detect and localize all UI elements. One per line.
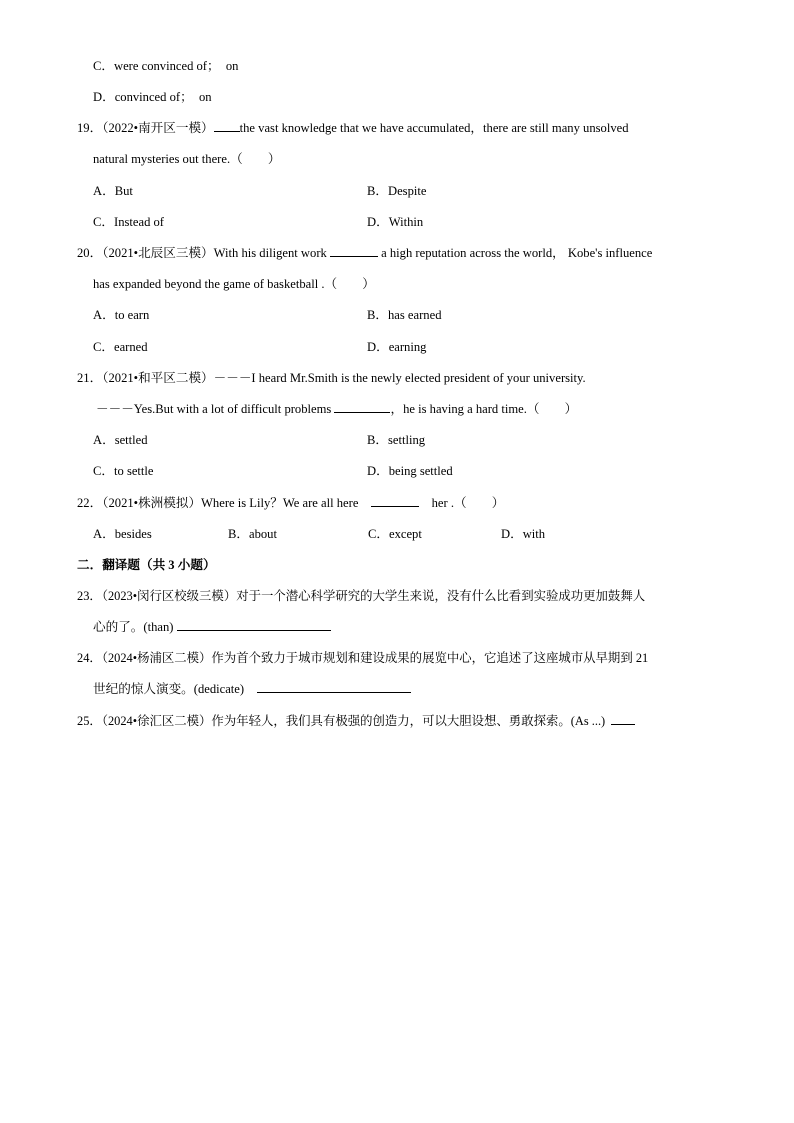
q19-option-c: C．Instead of [93, 215, 164, 229]
q21-stem-line1: 21．（2021•和平区二模）－－－I heard Mr.Smith is the newly elected president of your university. [77, 371, 586, 385]
q20-prefix: 20．（2021•北辰区三模）With his diligent work [77, 246, 327, 260]
q19-stem-text: the vast knowledge that we have accumulated，there are still many unsolved [239, 121, 629, 135]
q22-stem [77, 494, 504, 512]
q20-stem-text: a high reputation across the world， Kobe's influence [381, 246, 653, 260]
q22-option-c: C．except [368, 527, 422, 541]
q22-option-a: A．besides [93, 527, 152, 541]
q19-prefix: 19．（2022•南开区一模） [77, 121, 214, 135]
q18-option-c: C．were convinced of； on [93, 59, 239, 73]
q19-option-d: D．Within [367, 215, 424, 229]
q21-option-b: B．settling [367, 433, 426, 447]
q20-blank [330, 244, 378, 257]
q21-option-c: C．to settle [93, 464, 154, 478]
q25-line1-text: 25．（2024•徐汇区二模）作为年轻人，我们具有极强的创造力，可以大胆设想、勇敢探索。(As ...) [77, 714, 606, 728]
q18-option-d: D．convinced of； on [93, 90, 212, 104]
q22-prefix: 22．（2021•株洲模拟）Where is Lily？We are all here [77, 496, 359, 510]
q23-line2 [93, 618, 331, 636]
q21-suffix: ，he is having a hard time.（ ） [390, 402, 578, 416]
q20-option-b: B．has earned [367, 308, 442, 322]
q21-blank [334, 400, 390, 413]
q19-stem-line1 [77, 119, 629, 137]
q20-stem-line1 [77, 244, 652, 262]
section-heading-translation: 二．翻译题（共 3 小题） [77, 558, 216, 572]
q19-option-a: A．But [93, 184, 133, 198]
q24-line2 [93, 680, 411, 698]
q24-answer-blank [257, 680, 411, 693]
q22-blank [371, 494, 419, 507]
q20-option-c: C．earned [93, 340, 148, 354]
q19-option-b: B．Despite [367, 184, 427, 198]
q21-option-a: A．settled [93, 433, 148, 447]
q24-line1: 24．（2024•杨浦区二模）作为首个致力于城市规划和建设成果的展览中心，它追述了这座城市从早期到 21 [77, 651, 649, 665]
q21-stem-line2 [96, 400, 577, 418]
q20-option-d: D．earning [367, 340, 427, 354]
q20-option-a: A．to earn [93, 308, 150, 322]
q23-line1: 23．（2023•闵行区校级三模）对于一个潜心科学研究的大学生来说，没有什么比看到实验成功更加鼓舞人 [77, 589, 646, 603]
q25-line1 [77, 712, 635, 730]
q23-line2-text: 心的了。(than) [93, 620, 174, 634]
q21-prefix: －－－Yes.But with a lot of difficult problems [96, 402, 332, 416]
q22-option-d: D．with [501, 527, 546, 541]
q21-option-d: D．being settled [367, 464, 453, 478]
q25-answer-blank [611, 712, 635, 725]
q22-option-b: B．about [228, 527, 277, 541]
q22-suffix: her .（ ） [431, 496, 505, 510]
q19-blank [214, 119, 240, 132]
q24-line2-text: 世纪的惊人演变。(dedicate) [93, 682, 245, 696]
q23-answer-blank [177, 618, 331, 631]
q19-stem-line2: natural mysteries out there.（ ） [93, 152, 281, 166]
q20-stem-line2: has expanded beyond the game of basketball .（ ） [93, 277, 375, 291]
